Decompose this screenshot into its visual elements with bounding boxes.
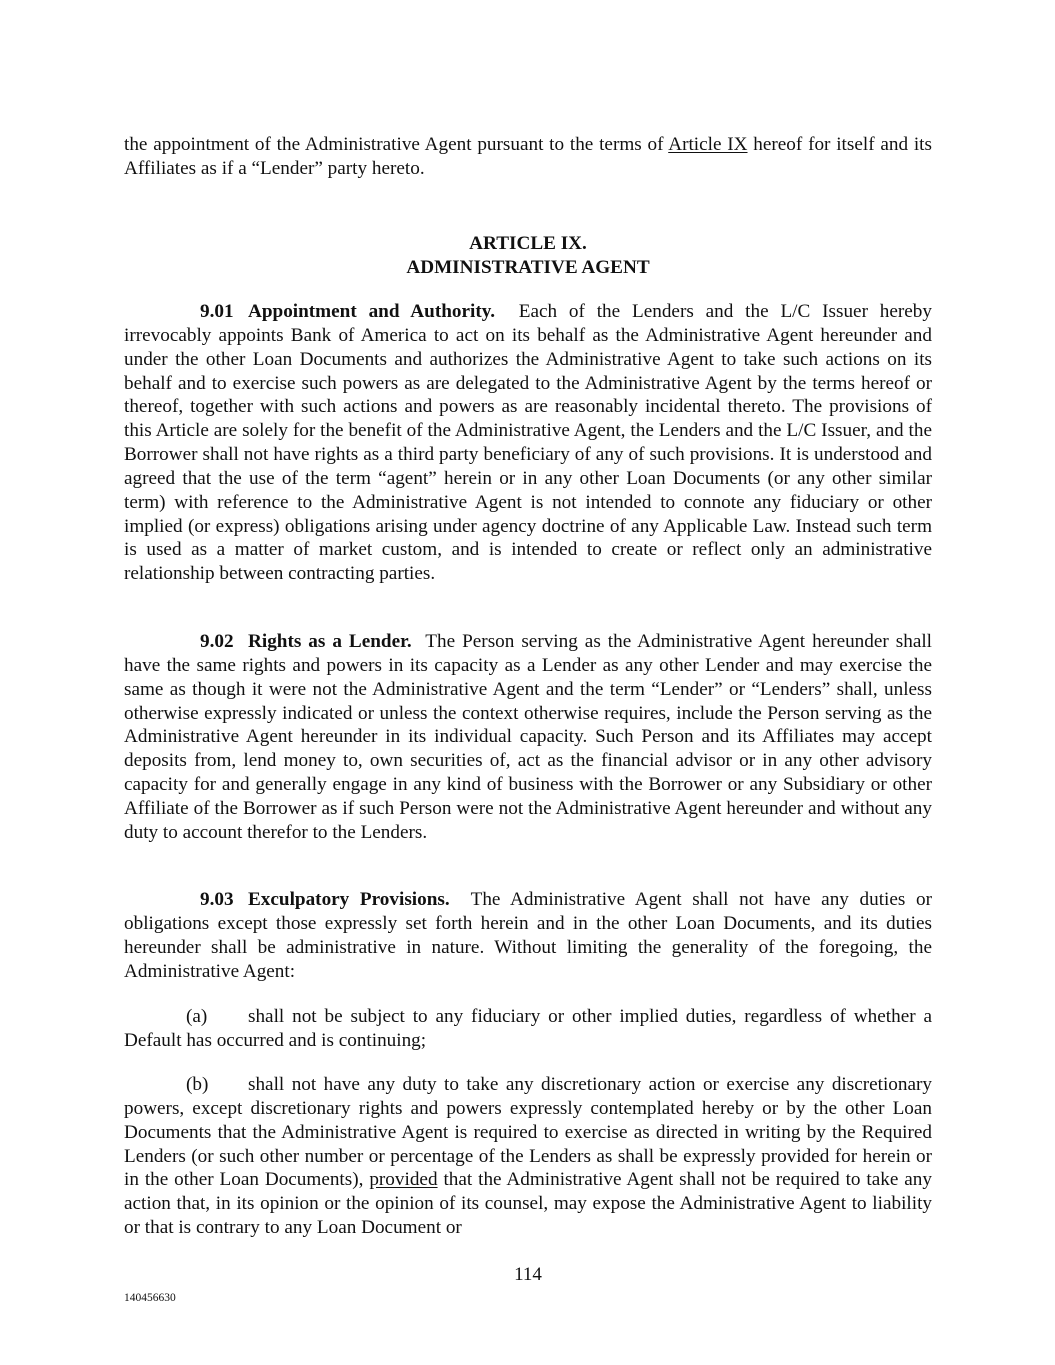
clause-a [124, 1005, 932, 1053]
article-title: ADMINISTRATIVE AGENT [406, 257, 650, 278]
article-ix-reference: Article IX [668, 134, 748, 155]
clause-body: shall not be subject to any fiduciary or other implied duties, regardless of whether a Default has occurred and is continuing; [124, 1006, 932, 1051]
section-body: Each of the Lenders and the L/C Issuer hereby irrevocably appoints Bank of America to act on its behalf as the Administrative Agent hereunder and under the other Loan Documents and authorizes the Administrative Agent to take such actions on its behalf and to exercise such powers as are delegated to the Administrative Agent by the terms hereof or thereof, together with such actions and powers as are reasonably incidental thereto. The provisions of this Article are solely for the benefit of the Administrative Agent, the Lenders and the L/C Issuer, and the Borrower shall not have rights as a third party beneficiary of any of such provisions. It is understood and agreed that the use of the term “agent” herein or in any other Loan Documents (or any other similar term) with reference to the Administrative Agent is not intended to connote any fiduciary or other implied (or express) obligations arising under agency doctrine of any Applicable Law. Instead such term is used as a matter of market custom, and is intended to create or reflect only an administrative relationship between contracting parties. [124, 301, 932, 585]
section-number: 9.01 [200, 301, 234, 322]
article-number: ARTICLE IX. [469, 233, 587, 254]
section-title: Rights as a Lender. [248, 631, 412, 652]
section-9-02 [124, 630, 932, 845]
article-heading [124, 232, 932, 280]
intro-text: the appointment of the Administrative Agent pursuant to the terms of [124, 134, 669, 155]
intro-paragraph [124, 133, 932, 181]
section-number: 9.03 [200, 889, 234, 910]
clause-b [124, 1073, 932, 1240]
clause-label: (b) [186, 1074, 209, 1095]
page-number: 114 [514, 1264, 542, 1285]
section-body: The Administrative Agent shall not have any duties or obligations except those expressly set forth herein and in the other Loan Documents, and its duties hereunder shall be administrative in nature. Without limiting the generality of the foregoing, the Administrative Agent: [124, 889, 932, 982]
clause-label: (a) [186, 1006, 208, 1027]
section-number: 9.02 [200, 631, 234, 652]
clause-body-end: that the Administrative Agent shall not be required to take any action that, in its opinion or the opinion of its counsel, may expose the Administrative Agent to liability or that is contrary to any Loan Document or [124, 1169, 932, 1239]
section-9-01 [124, 300, 932, 586]
section-9-03 [124, 888, 932, 983]
section-title: Appointment and Authority. [248, 301, 496, 322]
document-id: 140456630 [124, 1292, 176, 1304]
provided-term: provided [369, 1169, 438, 1191]
section-body: The Person serving as the Administrative Agent hereunder shall have the same rights and powers in its capacity as a Lender as any other Lender and may exercise the same as though it were not the Administrative Agent and the term “Lender” or “Lenders” shall, unless otherwise expressly indicated or unless the context otherwise requires, include the Person serving as the Administrative Agent hereunder in its individual capacity. Such Person and its Affiliates may accept deposits from, lend money to, own securities of, act as the financial advisor or in any other advisory capacity for and generally engage in any kind of business with the Borrower or any Subsidiary or other Affiliate of the Borrower as if such Person were not the Administrative Agent hereunder and without any duty to account therefor to the Lenders. [124, 631, 933, 843]
clause-body: shall not have any duty to take any discretionary action or exercise any discretionary powers, except discretionary rights and powers expressly contemplated hereby or by the other Loan Documents that the Administrative Agent is required to exercise as directed in writing by the Required Lenders (or such other number or percentage of the Lenders as shall be expressly provided for herein or in the other Loan Documents), [124, 1074, 932, 1191]
intro-text-end: hereof for itself and its Affiliates as if a “Lender” party hereto. [124, 134, 932, 179]
section-title: Exculpatory Provisions. [248, 889, 450, 910]
